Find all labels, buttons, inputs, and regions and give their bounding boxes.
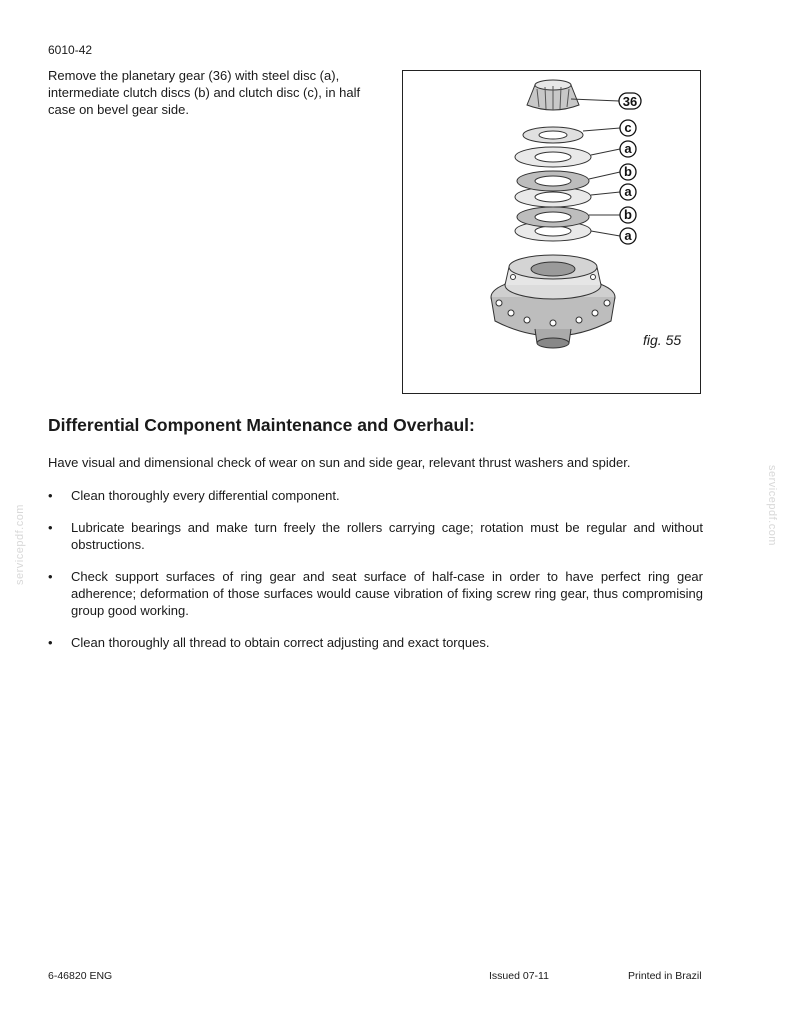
watermark-left: servicepdf.com [14, 504, 26, 585]
list-item [48, 634, 703, 651]
section-title: Differential Component Maintenance and Overhaul: [48, 415, 475, 435]
bullet-icon: • [48, 520, 53, 535]
watermark-right: servicepdf.com [766, 465, 778, 546]
callout-a: a [624, 141, 632, 156]
list-item-text: Check support surfaces of ring gear and seat surface of half-case in order to have perfect ring gear adherence; deformation of those surfaces would cause vibration of fixing screw ring gear, thus compromising group good working. [71, 569, 703, 618]
section-paragraph: Have visual and dimensional check of wear on sun and side gear, relevant thrust washers and spider. [48, 455, 631, 470]
footer-printed: Printed in Brazil [628, 970, 702, 982]
page-code: 6010-42 [48, 43, 93, 57]
footer-doc-id: 6-46820 ENG [48, 970, 113, 982]
bullet-icon: • [48, 569, 53, 584]
callout-c: c [624, 120, 632, 135]
maintenance-list [48, 487, 703, 666]
callout-a: a [624, 184, 632, 199]
footer-issued: Issued 07-11 [489, 970, 549, 982]
list-item-text: Lubricate bearings and make turn freely the rollers carrying cage; rotation must be regular and without obstructions. [71, 520, 703, 552]
list-item [48, 487, 703, 504]
callout-b: b [624, 164, 632, 179]
list-item-text: Clean thoroughly all thread to obtain correct adjusting and exact torques. [71, 635, 490, 650]
figure-caption: fig. 55 [643, 332, 682, 348]
intro-text: Remove the planetary gear (36) with steel disc (a), intermediate clutch discs (b) and clutch disc (c), in half case on bevel gear side. [48, 68, 361, 117]
list-item [48, 568, 703, 619]
callout-a: a [624, 228, 632, 243]
bullet-icon: • [48, 488, 53, 503]
list-item-text: Clean thoroughly every differential component. [71, 488, 340, 503]
bullet-icon: • [48, 635, 53, 650]
callout-b: b [624, 207, 632, 222]
list-item [48, 519, 703, 553]
callout-36: 36 [622, 94, 638, 109]
